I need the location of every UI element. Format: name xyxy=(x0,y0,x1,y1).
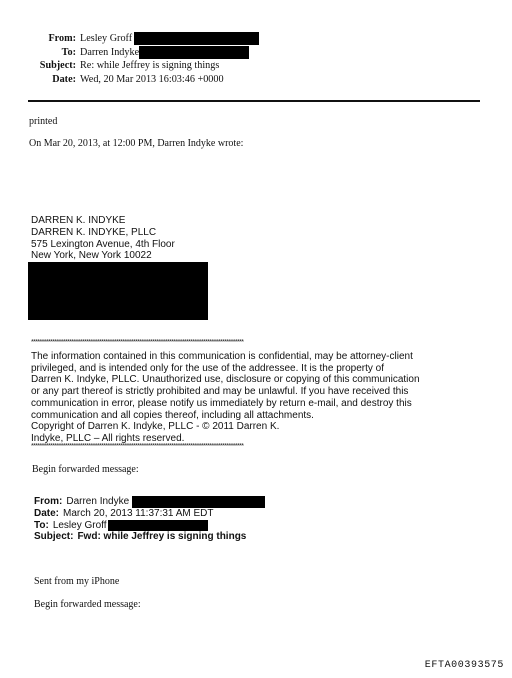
header-divider xyxy=(28,100,480,102)
to-value: Darren Indyke xyxy=(80,46,140,58)
fwd-from-label: From: xyxy=(34,496,63,508)
disclaimer-line: Indyke, PLLC – All rights reserved. xyxy=(31,432,185,444)
fwd-subject-label: Subject: xyxy=(34,531,74,543)
disclaimer-line: Copyright of Darren K. Indyke, PLLC - © 2011 Darren K. xyxy=(31,421,280,433)
header-to-row xyxy=(30,46,259,60)
fwd-subject-row xyxy=(34,531,265,543)
fwd-subject-value: Fwd: while Jeffrey is signing things xyxy=(77,531,247,543)
disclaimer-line: communication in error, please notify us immediately by return e-mail, and destroy this xyxy=(31,397,412,409)
to-label: To: xyxy=(61,46,76,58)
fwd-date-label: Date: xyxy=(34,508,60,519)
subject-value: Re: while Jeffrey is signing things xyxy=(80,60,220,72)
bates-number: EFTA00393575 xyxy=(424,660,504,671)
disclaimer-line: communication and all copies thereof, including all attachments. xyxy=(31,409,314,421)
disclaimer-stars-bottom: **************************************************************************************************** xyxy=(31,443,244,450)
fwd-from-row xyxy=(34,496,265,508)
header-subject-row xyxy=(30,59,259,73)
fwd-date-row xyxy=(34,508,265,520)
forwarded-intro: Begin forwarded message: xyxy=(32,464,139,475)
signature-line: DARREN K. INDYKE, PLLC xyxy=(31,226,157,238)
signature-line: 575 Lexington Avenue, 4th Floor xyxy=(31,238,175,250)
disclaimer-line: Darren K. Indyke, PLLC. Unauthorized use, disclosure or copying of this communication xyxy=(31,374,420,386)
redaction-block xyxy=(28,262,208,320)
fwd-to-value: Lesley Groff xyxy=(52,519,107,531)
signature-block xyxy=(31,215,175,262)
redaction-bar xyxy=(134,32,259,45)
from-label: From: xyxy=(48,33,76,44)
redaction-bar xyxy=(108,520,208,531)
subject-label: Subject: xyxy=(39,60,76,72)
fwd-from-value: Darren Indyke xyxy=(66,496,130,508)
forwarded-intro-2: Begin forwarded message: xyxy=(34,599,141,610)
forwarded-header xyxy=(34,496,265,543)
disclaimer-block xyxy=(31,351,420,445)
signature-line: DARREN K. INDYKE xyxy=(31,215,126,226)
fwd-to-label: To: xyxy=(34,519,49,531)
date-label: Date: xyxy=(52,73,76,85)
reply-text: printed xyxy=(29,116,58,127)
disclaimer-stars-top: **************************************************************************************************** xyxy=(31,339,244,346)
sent-from-text: Sent from my iPhone xyxy=(34,576,120,587)
redaction-bar xyxy=(139,46,249,59)
fwd-to-row xyxy=(34,520,265,532)
email-header xyxy=(30,32,259,86)
disclaimer-line: or any part thereof is strictly prohibited and may be unlawful. If you have received this xyxy=(31,386,409,398)
signature-line: New York, New York 10022 xyxy=(31,250,152,262)
header-from-row xyxy=(30,32,259,46)
disclaimer-line: The information contained in this communication is confidential, may be attorney-client xyxy=(31,351,413,362)
fwd-date-value: March 20, 2013 11:37:31 AM EDT xyxy=(63,508,214,519)
quote-intro: On Mar 20, 2013, at 12:00 PM, Darren Indyke wrote: xyxy=(29,138,244,149)
disclaimer-line: privileged, and is intended only for the use of the addressee. It is the property of xyxy=(31,362,384,374)
header-date-row xyxy=(30,73,259,87)
date-value: Wed, 20 Mar 2013 16:03:46 +0000 xyxy=(80,73,224,85)
from-value: Lesley Groff xyxy=(80,33,133,44)
redaction-bar xyxy=(132,496,265,508)
